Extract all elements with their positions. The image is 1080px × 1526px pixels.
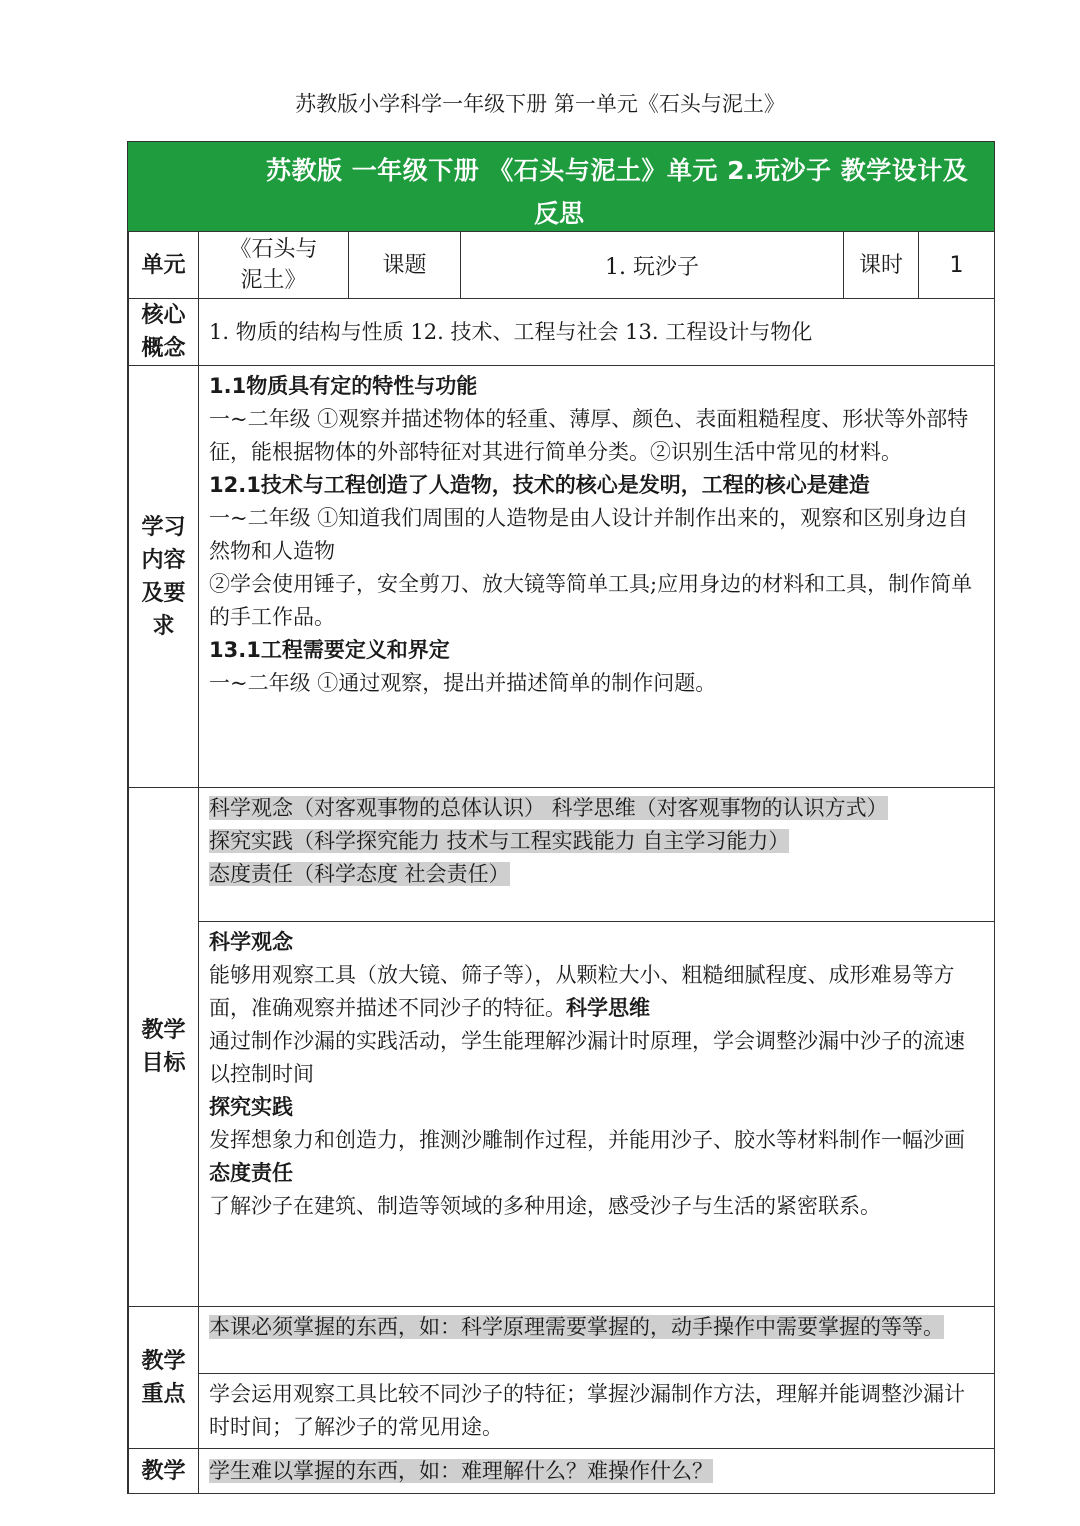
learning-paragraph-1: 一~二年级 ①观察并描述物体的轻重、薄厚、颜色、表面粗糙程度、形状等外部特征，能根据物体的外部特征对其进行简单分类。②识别生活中常见的材料。 (209, 407, 969, 464)
key-label-line1: 教学 (141, 1347, 186, 1374)
core-concept-label-line1: 核心 (141, 302, 186, 328)
key-points-text: 学会运用观察工具比较不同沙子的特征；掌握沙漏制作方法，理解并能调整沙漏计时时间；了解沙子的常见用途。 (199, 1374, 995, 1449)
unit-row (129, 232, 995, 299)
unit-value-line1: 《石头与 (229, 237, 318, 262)
goals-dimension-3: 态度责任（科学态度 社会责任） (209, 862, 510, 886)
banner-title-line2: 反思 (534, 199, 585, 228)
learning-heading-3: 13.1工程需要定义和界定 (209, 638, 450, 662)
key-points-hint-cell (199, 1307, 995, 1374)
unit-label: 单元 (129, 232, 199, 299)
learning-content-label (129, 366, 199, 788)
learning-content-cell (199, 366, 995, 788)
learning-label-line1: 学习 (141, 513, 186, 540)
key-points-hint-row (129, 1307, 995, 1374)
goals-label-line1: 教学 (141, 1017, 186, 1043)
hours-label: 课时 (844, 232, 919, 299)
hours-value: 1 (919, 232, 995, 299)
lesson-table (128, 231, 995, 1494)
goal-text-attitude: 了解沙子在建筑、制造等领域的多种用途，感受沙子与生活的紧密联系。 (209, 1194, 881, 1218)
unit-value-line2: 泥土》 (240, 268, 307, 293)
goals-dimension-1: 科学观念（对客观事物的总体认识） 科学思维（对客观事物的认识方式） (209, 796, 888, 820)
core-concept-label (129, 299, 199, 366)
learning-heading-2: 12.1技术与工程创造了人造物，技术的核心是发明，工程的核心是建造 (209, 473, 870, 497)
learning-paragraph-3: ②学会使用锤子，安全剪刀、放大镜等简单工具;应用身边的材料和工具，制作简单的手工作品。 (209, 572, 973, 629)
key-points-label (129, 1307, 199, 1449)
goal-text-concept (209, 959, 984, 1025)
learning-heading-1: 1.1物质具有定的特性与功能 (209, 374, 478, 398)
difficult-points-row (129, 1449, 995, 1494)
difficult-points-hint: 学生难以掌握的东西，如：难理解什么？难操作什么？ (209, 1458, 713, 1483)
teaching-goals-label (129, 788, 199, 1307)
learning-label-line2: 内容 (141, 546, 186, 573)
difficult-points-cell (199, 1449, 995, 1494)
title-banner (128, 141, 994, 231)
goals-detail-row (129, 922, 995, 1307)
key-points-row (129, 1374, 995, 1449)
goal-heading-attitude: 态度责任 (209, 1161, 293, 1185)
learning-content-row (129, 366, 995, 788)
learning-label-line3: 及要 (141, 579, 186, 606)
learning-label-line4: 求 (152, 612, 175, 639)
goals-header-row (129, 788, 995, 922)
goal-heading-thinking: 科学思维 (566, 996, 650, 1020)
unit-value (199, 232, 349, 299)
goal-heading-practice: 探究实践 (209, 1095, 293, 1119)
goal-text-practice: 发挥想象力和创造力，推测沙雕制作过程，并能用沙子、胶水等材料制作一幅沙画 (209, 1128, 965, 1152)
goal-heading-concept: 科学观念 (209, 930, 293, 954)
core-concept-text: 1. 物质的结构与性质 12. 技术、工程与社会 13. 工程设计与物化 (199, 299, 995, 366)
goals-label-line2: 目标 (141, 1050, 186, 1076)
lesson-plan-document (127, 141, 995, 1494)
key-label-line2: 重点 (141, 1380, 186, 1407)
core-concept-label-line2: 概念 (141, 335, 186, 361)
difficult-points-label: 教学 (129, 1449, 199, 1494)
goals-detail-cell (199, 922, 995, 1307)
learning-paragraph-2: 一~二年级 ①知道我们周围的人造物是由人设计并制作出来的，观察和区别身边自然物和人造物 (209, 506, 969, 563)
goal-text-concept-body: 能够用观察工具（放大镜、筛子等），从颗粒大小、粗糙细腻程度、成形难易等方面，准确观察并描述不同沙子的特征。 (209, 963, 955, 1020)
goals-dimension-2: 探究实践（科学探究能力 技术与工程实践能力 自主学习能力） (209, 829, 790, 853)
banner-title-line1: 苏教版 一年级下册 《石头与泥土》单元 2.玩沙子 教学设计及 (266, 156, 969, 185)
goal-text-thinking: 通过制作沙漏的实践活动，学生能理解沙漏计时原理，学会调整沙漏中沙子的流速以控制时间 (209, 1029, 965, 1086)
key-points-hint: 本课必须掌握的东西，如：科学原理需要掌握的，动手操作中需要掌握的等等。 (209, 1315, 944, 1339)
learning-paragraph-4: 一~二年级 ①通过观察，提出并描述简单的制作问题。 (209, 671, 717, 695)
core-concept-row (129, 299, 995, 366)
topic-value: 1. 玩沙子 (461, 232, 844, 299)
goals-dimension-cell (199, 788, 995, 922)
topic-label: 课题 (349, 232, 461, 299)
page-header: 苏教版小学科学一年级下册 第一单元《石头与泥土》 (295, 92, 785, 116)
